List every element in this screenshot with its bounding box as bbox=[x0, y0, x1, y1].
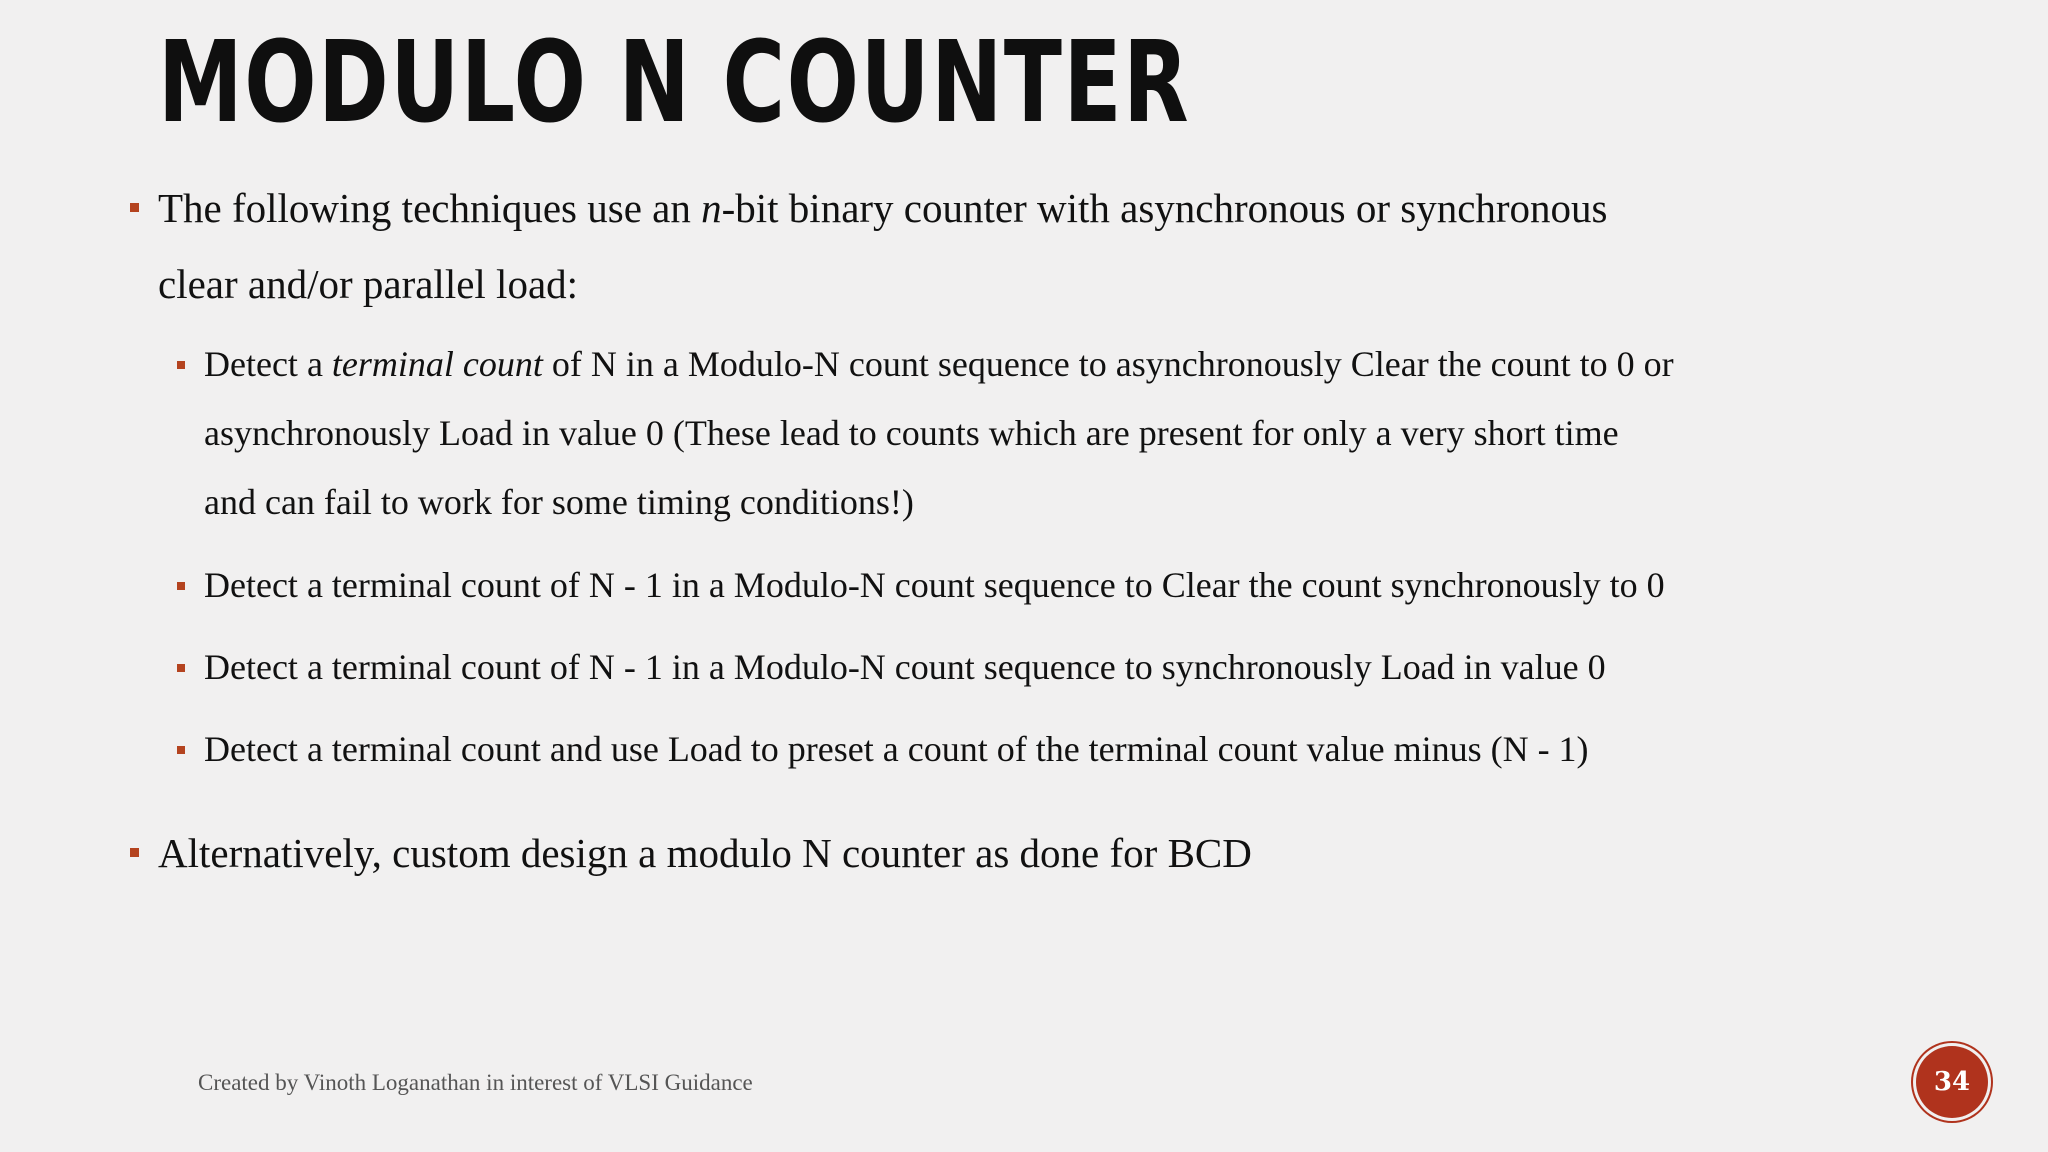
page-number-badge: 34 bbox=[1916, 1046, 1988, 1118]
sub-bullet-sync-load: Detect a terminal count of N - 1 in a Modulo-N count sequence to synchronously Load in value 0 bbox=[204, 647, 1606, 687]
text-run: and can fail to work for some timing conditions!) bbox=[204, 482, 914, 522]
text-run: Detect a bbox=[204, 344, 332, 384]
footer-credit: Created by Vinoth Loganathan in interest of VLSI Guidance bbox=[198, 1070, 753, 1095]
sub-bullet-sync-clear: Detect a terminal count of N - 1 in a Modulo-N count sequence to Clear the count synchronously to 0 bbox=[204, 565, 1665, 605]
bullet-techniques-line-1 bbox=[158, 170, 1608, 246]
bullet-marker bbox=[130, 203, 139, 212]
sub-bullet-marker bbox=[177, 361, 185, 369]
slide-title: MODULO N COUNTER bbox=[158, 18, 1191, 148]
sub-bullet-preset: Detect a terminal count and use Load to preset a count of the terminal count value minus (N - 1) bbox=[204, 729, 1589, 769]
sub-bullet-async-line-2 bbox=[204, 399, 1619, 468]
sub-bullet-async-line-3 bbox=[204, 468, 914, 537]
text-run: -bit binary counter with asynchronous or synchronous bbox=[721, 185, 1608, 231]
italic-n: n bbox=[701, 185, 722, 231]
bullet-marker bbox=[130, 848, 139, 857]
bullet-techniques-line-2 bbox=[158, 246, 578, 322]
text-run: asynchronously Load in value 0 (These lead to counts which are present for only a very short time bbox=[204, 413, 1619, 453]
text-run: clear and/or parallel load: bbox=[158, 261, 579, 307]
sub-bullet-marker bbox=[177, 664, 185, 672]
sub-bullet-marker bbox=[177, 746, 185, 754]
text-run: The following techniques use an bbox=[158, 185, 702, 231]
bullet-alternatively: Alternatively, custom design a modulo N counter as done for BCD bbox=[158, 830, 1252, 876]
sub-bullet-async-line-1 bbox=[204, 330, 1674, 399]
italic-terminal-count: terminal count bbox=[331, 344, 543, 384]
sub-bullet-marker bbox=[177, 582, 185, 590]
text-run: of N in a Modulo-N count sequence to asynchronously Clear the count to 0 or bbox=[542, 344, 1674, 384]
